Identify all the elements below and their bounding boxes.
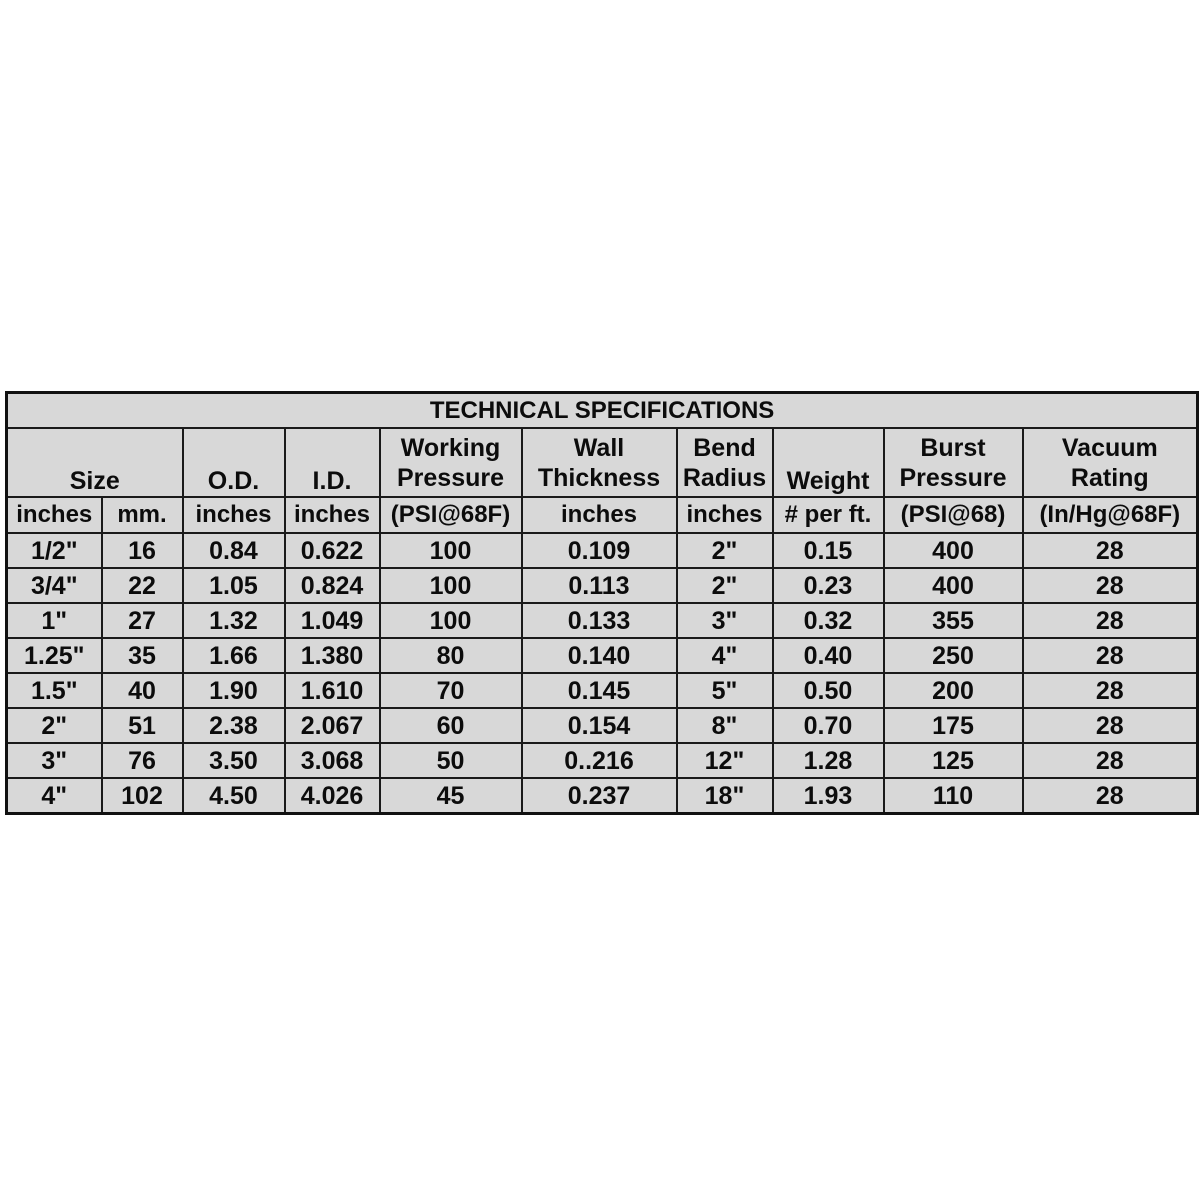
table-cell: 35 <box>102 638 183 673</box>
table-cell: 1.66 <box>183 638 285 673</box>
header-id <box>285 428 380 497</box>
table-cell: 0.133 <box>522 603 677 638</box>
table-cell: 0.32 <box>773 603 884 638</box>
table-cell: 3" <box>7 743 102 778</box>
table-cell: 125 <box>884 743 1023 778</box>
table-cell: 1.25" <box>7 638 102 673</box>
unit-cell: mm. <box>102 497 183 533</box>
table-row <box>7 568 1198 603</box>
table-cell: 28 <box>1023 533 1198 568</box>
table-cell: 0.15 <box>773 533 884 568</box>
table-cell: 45 <box>380 778 522 814</box>
table-cell: 400 <box>884 533 1023 568</box>
header-od-label: O.D. <box>207 467 260 495</box>
table-row <box>7 638 1198 673</box>
header-burst-pressure-line2: Pressure <box>899 464 1007 492</box>
header-wall-thickness-line2: Thickness <box>537 464 661 492</box>
table-cell: 0.824 <box>285 568 380 603</box>
header-wall-thickness <box>522 428 677 497</box>
table-cell: 4.026 <box>285 778 380 814</box>
unit-cell: inches <box>183 497 285 533</box>
table-cell: 28 <box>1023 743 1198 778</box>
table-cell: 110 <box>884 778 1023 814</box>
unit-cell: inches <box>285 497 380 533</box>
header-weight <box>773 428 884 497</box>
table-cell: 4" <box>677 638 773 673</box>
table-cell: 51 <box>102 708 183 743</box>
units-row <box>7 497 1198 533</box>
table-cell: 28 <box>1023 673 1198 708</box>
table-cell: 40 <box>102 673 183 708</box>
table-cell: 2.067 <box>285 708 380 743</box>
table-cell: 2" <box>7 708 102 743</box>
unit-cell: inches <box>522 497 677 533</box>
header-burst-pressure <box>884 428 1023 497</box>
table-cell: 1.049 <box>285 603 380 638</box>
table-cell: 50 <box>380 743 522 778</box>
header-wall-thickness-line1: Wall <box>573 434 625 462</box>
table-cell: 1.380 <box>285 638 380 673</box>
table-cell: 60 <box>380 708 522 743</box>
header-id-label: I.D. <box>312 467 352 495</box>
table-cell: 4.50 <box>183 778 285 814</box>
unit-cell: inches <box>7 497 102 533</box>
table-cell: 27 <box>102 603 183 638</box>
technical-specifications-table <box>5 391 1199 815</box>
header-weight-label: Weight <box>786 467 870 495</box>
table-cell: 0.154 <box>522 708 677 743</box>
table-cell: 0.140 <box>522 638 677 673</box>
table-cell: 0.237 <box>522 778 677 814</box>
table-row <box>7 708 1198 743</box>
table-cell: 175 <box>884 708 1023 743</box>
header-working-pressure-line1: Working <box>400 434 501 462</box>
table-cell: 1.32 <box>183 603 285 638</box>
unit-cell: (In/Hg@68F) <box>1023 497 1198 533</box>
table-cell: 0.84 <box>183 533 285 568</box>
table-cell: 0.70 <box>773 708 884 743</box>
table-cell: 355 <box>884 603 1023 638</box>
header-bend-radius-line1: Bend <box>693 434 756 462</box>
table-cell: 12" <box>677 743 773 778</box>
table-cell: 28 <box>1023 638 1198 673</box>
table-cell: 100 <box>380 568 522 603</box>
header-bend-radius-line2: Radius <box>682 464 767 492</box>
table-cell: 3.50 <box>183 743 285 778</box>
table-cell: 0.23 <box>773 568 884 603</box>
table-cell: 28 <box>1023 603 1198 638</box>
table-cell: 1.28 <box>773 743 884 778</box>
header-od <box>183 428 285 497</box>
table-cell: 28 <box>1023 708 1198 743</box>
table-cell: 76 <box>102 743 183 778</box>
table-cell: 0.145 <box>522 673 677 708</box>
table-cell: 0.113 <box>522 568 677 603</box>
unit-cell: # per ft. <box>773 497 884 533</box>
table-row <box>7 743 1198 778</box>
table-cell: 3/4" <box>7 568 102 603</box>
unit-cell: (PSI@68F) <box>380 497 522 533</box>
table-cell: 100 <box>380 533 522 568</box>
table-cell: 102 <box>102 778 183 814</box>
table-cell: 1.90 <box>183 673 285 708</box>
table-title: TECHNICAL SPECIFICATIONS <box>7 393 1198 429</box>
table-cell: 2" <box>677 568 773 603</box>
header-size-label: Size <box>69 467 120 495</box>
table-cell: 0..216 <box>522 743 677 778</box>
table-cell: 0.40 <box>773 638 884 673</box>
table-cell: 400 <box>884 568 1023 603</box>
table-cell: 1" <box>7 603 102 638</box>
table-cell: 1.05 <box>183 568 285 603</box>
header-size <box>7 428 183 497</box>
header-vacuum-rating <box>1023 428 1198 497</box>
unit-cell: (PSI@68) <box>884 497 1023 533</box>
table-cell: 22 <box>102 568 183 603</box>
table-cell: 2" <box>677 533 773 568</box>
table-cell: 1.5" <box>7 673 102 708</box>
table-cell: 0.622 <box>285 533 380 568</box>
table-cell: 200 <box>884 673 1023 708</box>
table-cell: 5" <box>677 673 773 708</box>
table-cell: 4" <box>7 778 102 814</box>
table-cell: 3.068 <box>285 743 380 778</box>
table-cell: 80 <box>380 638 522 673</box>
table-row <box>7 673 1198 708</box>
table-cell: 18" <box>677 778 773 814</box>
table-row <box>7 778 1198 814</box>
table-cell: 3" <box>677 603 773 638</box>
table-cell: 2.38 <box>183 708 285 743</box>
header-working-pressure-line2: Pressure <box>396 464 505 492</box>
table-cell: 0.109 <box>522 533 677 568</box>
table-cell: 100 <box>380 603 522 638</box>
unit-cell: inches <box>677 497 773 533</box>
table-cell: 70 <box>380 673 522 708</box>
table-cell: 1/2" <box>7 533 102 568</box>
table-cell: 8" <box>677 708 773 743</box>
header-working-pressure <box>380 428 522 497</box>
table-cell: 16 <box>102 533 183 568</box>
header-bend-radius <box>677 428 773 497</box>
header-burst-pressure-line1: Burst <box>920 434 986 462</box>
header-vacuum-rating-line1: Vacuum <box>1061 434 1158 462</box>
table-cell: 250 <box>884 638 1023 673</box>
table-cell: 1.93 <box>773 778 884 814</box>
table-cell: 28 <box>1023 778 1198 814</box>
table-cell: 1.610 <box>285 673 380 708</box>
table-row <box>7 533 1198 568</box>
header-vacuum-rating-line2: Rating <box>1070 464 1149 492</box>
table-row <box>7 603 1198 638</box>
table-cell: 28 <box>1023 568 1198 603</box>
table-cell: 0.50 <box>773 673 884 708</box>
